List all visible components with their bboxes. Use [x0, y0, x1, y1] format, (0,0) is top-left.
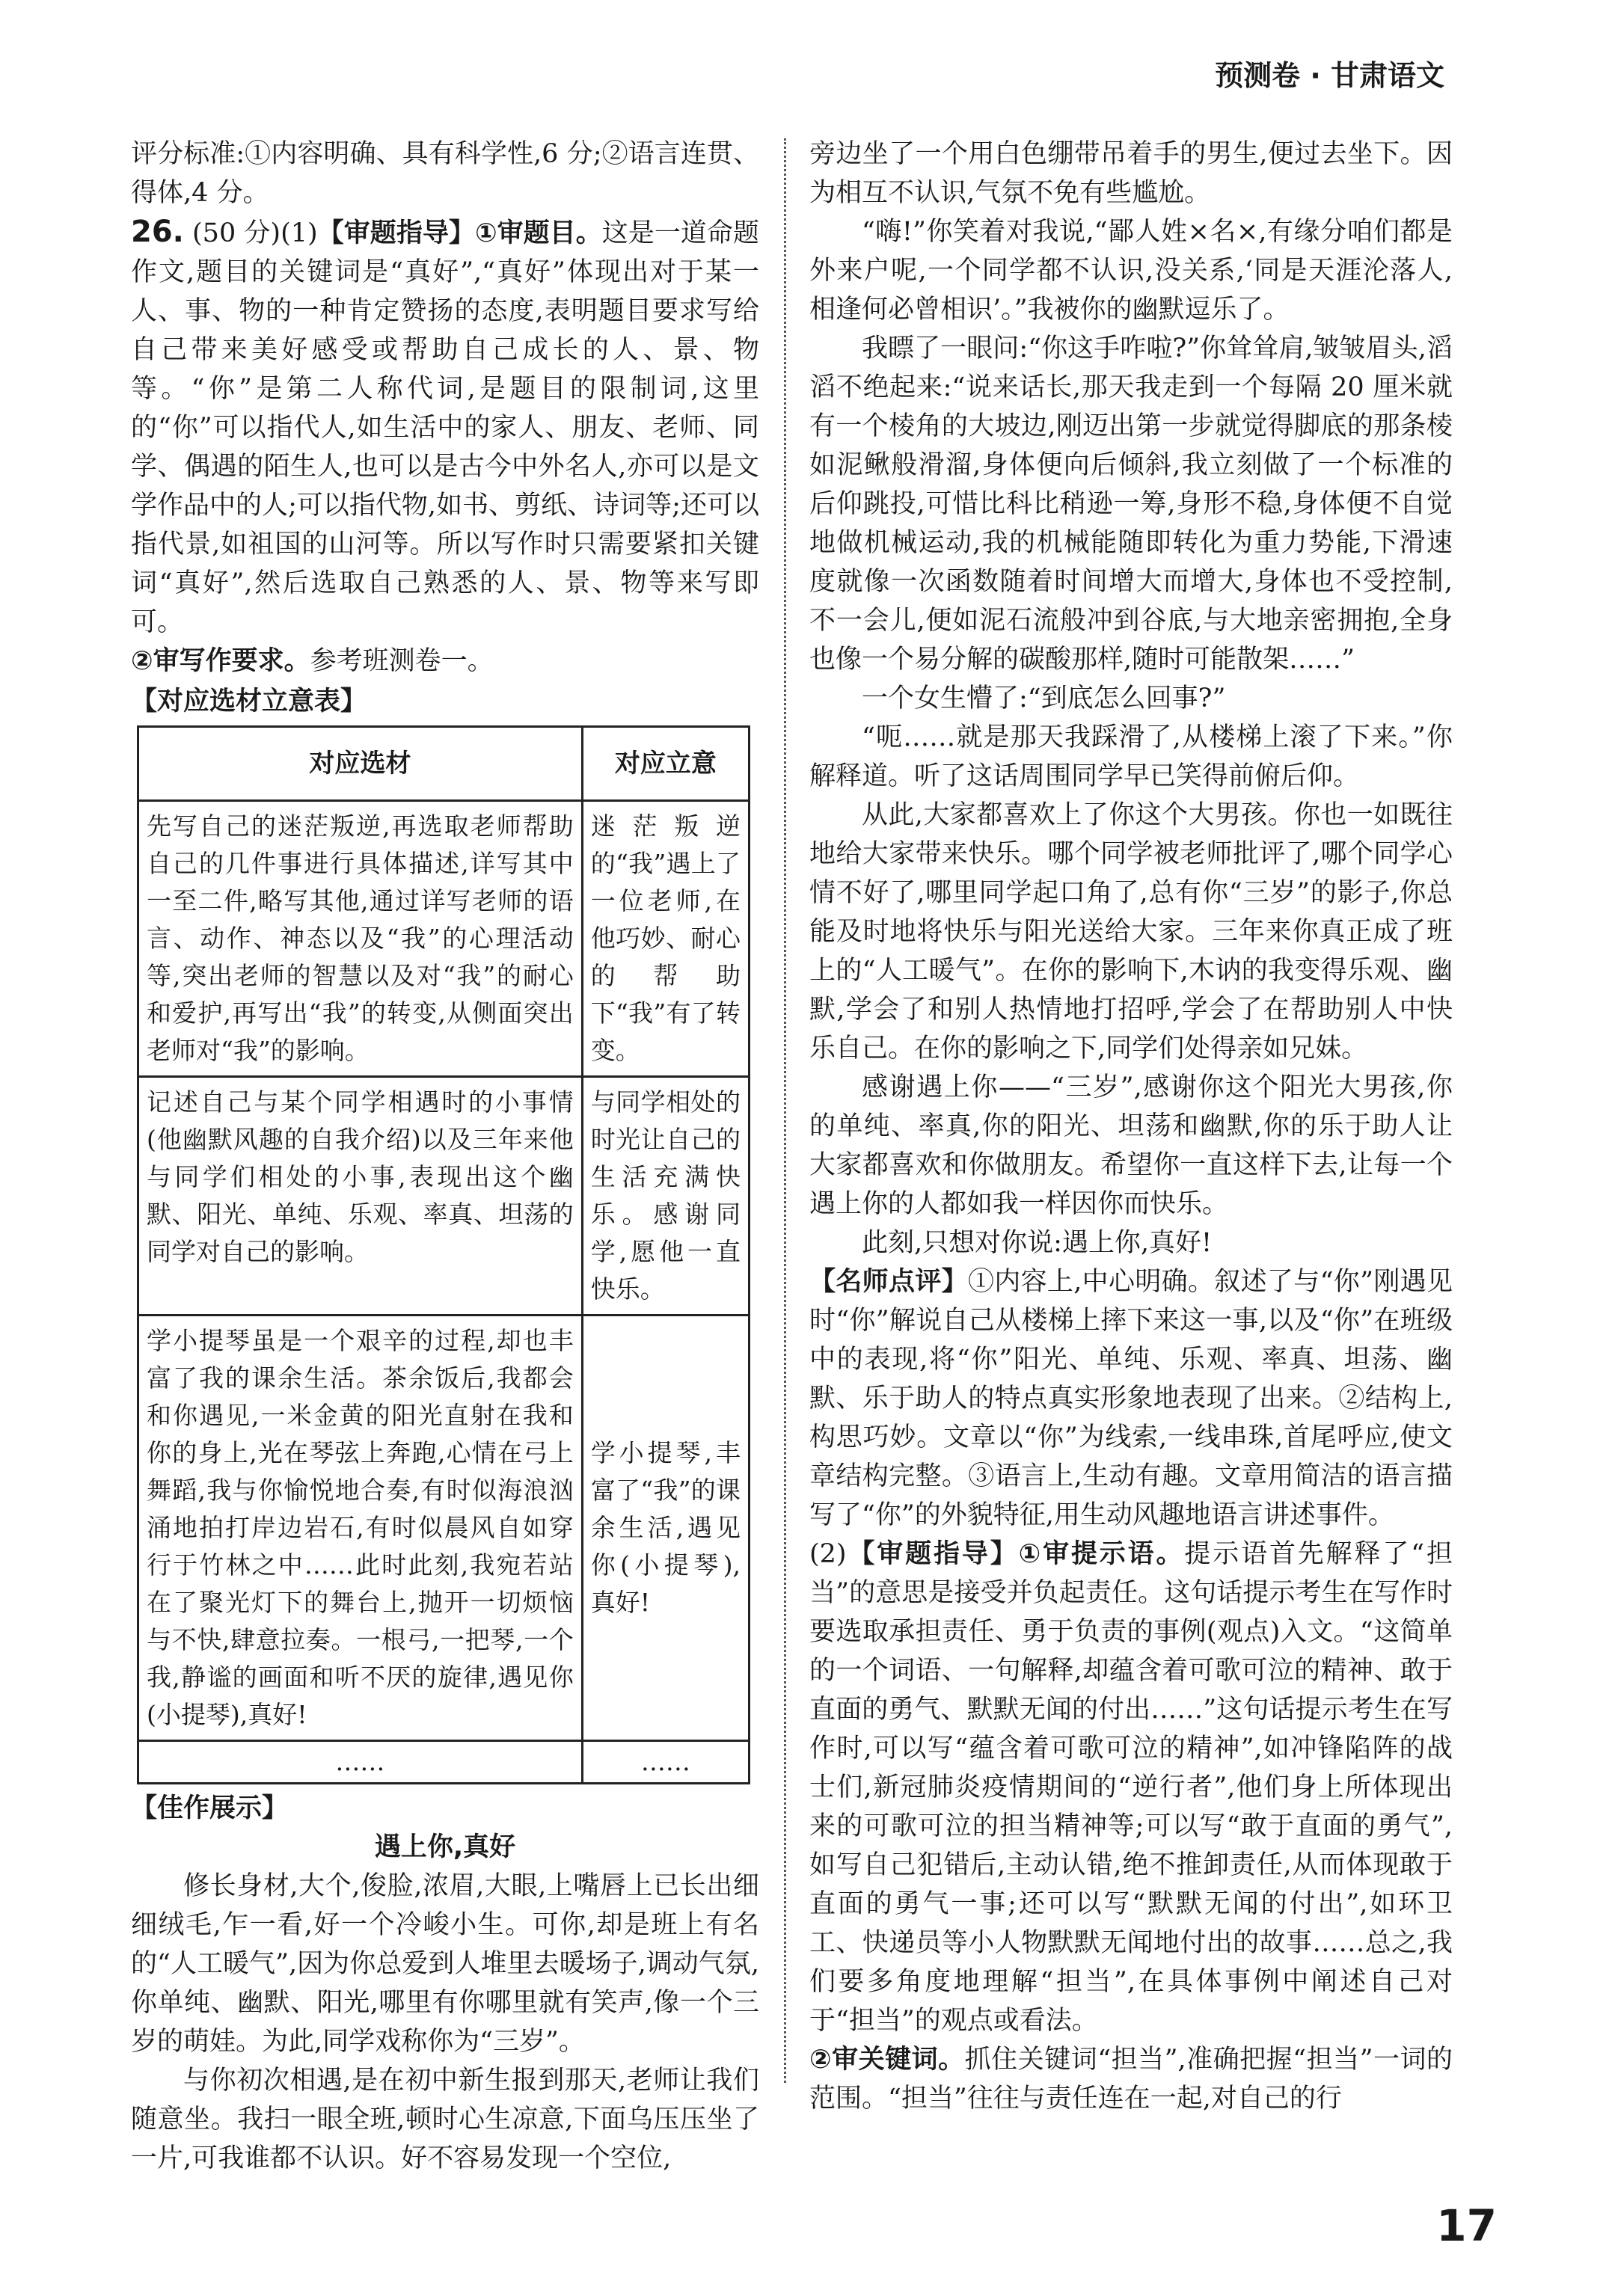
table-cell-material: 记述自己与某个同学相遇时的小事情(他幽默风趣的自我介绍)以及三年来他与同学们相处的小事,表现出这个幽默、阳光、单纯、乐观、率真、坦荡的同学对自己的影响。 [138, 1077, 583, 1316]
guide-text: 这是一道命题作文,题目的关键词是“真好”,“真好”体现出对于某一人、事、物的一种肯定赞扬的态度,表明题目要求写给自己带来美好感受或帮助自己成长的人、景、物等。“你”是第二人称代词,是题目的限制词,这里的“你”可以指代人,如生活中的家人、朋友、老师、同学、偶遇的陌生人,也可以是古今中外名人,亦可以是文学作品中的人;可以指代物,如书、剪纸、诗词等;还可以指代景,如祖国的山河等。所以写作时只需要紧扣关键词“真好”,然后选取自己熟悉的人、景、物等来写即可。 [131, 218, 759, 637]
page-header: 预测卷 · 甘肃语文 [1215, 59, 1444, 92]
question-number: 26. [131, 215, 184, 249]
question-2 [809, 1535, 1453, 2040]
comment-label: 【名师点评】 [809, 1267, 968, 1297]
essay-paragraph: 此刻,只想对你说:遇上你,真好! [862, 1228, 1213, 1258]
material-table [137, 725, 750, 1784]
right-column [809, 135, 1453, 2118]
teacher-comment [809, 1262, 1453, 1535]
q2-sub1: ①审提示语。 [1018, 1539, 1185, 1569]
table-cell-material: 先写自己的迷茫叛逆,再选取老师帮助自己的几件事进行具体描述,详写其中一至二件,略写其他,通过详写老师的语言、动作、神态以及“我”的心理活动等,突出老师的智慧以及对“我”的耐心和爱护,再写出“我”的转变,从侧面突出老师对“我”的影响。 [138, 801, 583, 1077]
table-header-theme: 对应立意 [582, 727, 749, 801]
essay-paragraph: 一个女生懵了:“到底怎么回事?” [862, 684, 1226, 713]
table-header-material: 对应选材 [138, 727, 583, 801]
essay-paragraph: 感谢遇上你——“三岁”,感谢你这个阳光大男孩,你的单纯、率真,你的阳光、坦荡和幽默,你的乐于助人让大家都喜欢和你做朋友。希望你一直这样下去,让每一个遇上你的人都如我一样因你而快乐。 [809, 1072, 1453, 1219]
table-header-row [138, 727, 750, 801]
table-cell-ellipsis: …… [138, 1741, 583, 1784]
table-cell-ellipsis: …… [582, 1741, 749, 1784]
question-2-keyword [809, 2040, 1453, 2118]
show-label: 【佳作展示】 [131, 1793, 289, 1823]
q2-guide-label: 【审题指导】 [846, 1539, 1019, 1569]
essay-paragraph: 旁边坐了一个用白色绷带吊着手的男生,便过去坐下。因为相互不认识,气氛不免有些尴尬。 [809, 139, 1453, 208]
guide-sub2-text: 参考班测卷一。 [310, 646, 494, 676]
essay-paragraph: “呃……就是那天我踩滑了,从楼梯上滚了下来。”你解释道。听了这话周围同学早已笑得前俯后仰。 [809, 722, 1453, 791]
table-cell-theme: 学小提琴,丰富了“我”的课余生活,遇见你(小提琴),真好! [582, 1316, 749, 1741]
table-row [138, 1741, 750, 1784]
table-row [138, 1316, 750, 1741]
guide-sub1: ①审题目。 [474, 218, 602, 248]
table-cell-theme: 与同学相处的时光让自己的生活充满快乐。感谢同学,愿他一直快乐。 [582, 1077, 749, 1316]
essay-paragraph: 从此,大家都喜欢上了你这个大男孩。你也一如既往地给大家带来快乐。哪个同学被老师批评了,哪个同学心情不好了,哪里同学起口角了,总有你“三岁”的影子,你总能及时地将快乐与阳光送给大家。三年来你真正成了班上的“人工暖气”。在你的影响下,木讷的我变得乐观、幽默,学会了和别人热情地打招呼,学会了在帮助别人中快乐自己。在你的影响之下,同学们处得亲如兄妹。 [809, 800, 1453, 1063]
question-2-intro: (2) [809, 1539, 847, 1569]
question-26 [131, 212, 759, 642]
guide-sub2: ②审写作要求。 [131, 646, 310, 676]
essay-paragraph: “嗨!”你笑着对我说,“鄙人姓×名×,有缘分咱们都是外来户呢,一个同学都不认识,没关系,‘同是天涯沦落人,相逢何必曾相识’。”我被你的幽默逗乐了。 [809, 217, 1453, 325]
table-row [138, 1077, 750, 1316]
table-row [138, 801, 750, 1077]
page-number: 17 [1436, 2200, 1497, 2251]
guide-requirement [131, 642, 759, 681]
essay-title: 遇上你,真好 [374, 1832, 516, 1862]
column-divider [784, 138, 786, 2083]
table-cell-theme: 迷茫叛逆的“我”遇上了一位老师,在他巧妙、耐心的帮助下“我”有了转变。 [582, 801, 749, 1077]
table-cell-material: 学小提琴虽是一个艰辛的过程,却也丰富了我的课余生活。茶余饭后,我都会和你遇见,一米金黄的阳光直射在我和你的身上,光在琴弦上奔跑,心情在弓上舞蹈,我与你愉悦地合奏,有时似海浪汹涌地拍打岸边岩石,有时似晨风自如穿行于竹林之中……此时此刻,我宛若站在了聚光灯下的舞台上,抛开一切烦恼与不快,肆意拉奏。一根弓,一把琴,一个我,静谧的画面和听不厌的旋律,遇见你(小提琴),真好! [138, 1316, 583, 1741]
scoring-criteria: 评分标准:①内容明确、具有科学性,6 分;②语言连贯、得体,4 分。 [131, 139, 759, 208]
essay-paragraph: 我瞟了一眼问:“你这手咋啦?”你耸耸肩,皱皱眉头,滔滔不绝起来:“说来话长,那天我走到一个每隔 20 厘米就有一个棱角的大坡边,刚迈出第一步就觉得脚底的那条棱如泥鳅般滑溜,身体便向后倾斜,我立刻做了一个标准的后仰跳投,可惜比科比稍逊一筹,身形不稳,身体便不自觉地做机械运动,我的机械能随即转化为重力势能,下滑速度就像一次函数随着时间增大而增大,身体也不受控制,不一会儿,便如泥石流般冲到谷底,与大地亲密拥抱,全身也像一个易分解的碳酸那样,随时可能散架……” [809, 334, 1453, 675]
left-column [131, 135, 759, 2178]
q2-text2: 抓住关键词“担当”,准确把握“担当”一词的范围。“担当”往往与责任连在一起,对自己的行 [809, 2045, 1453, 2114]
guide-label: 【审题指导】 [317, 218, 475, 248]
comment-text: ①内容上,中心明确。叙述了与“你”刚遇见时“你”解说自己从楼梯上摔下来这一事,以及“你”在班级中的表现,将“你”阳光、单纯、乐观、率真、坦荡、幽默、乐于助人的特点真实形象地表现了出来。②结构上,构思巧妙。文章以“你”为线索,一线串珠,首尾呼应,使文章结构完整。③语言上,生动有趣。文章用简洁的语言描写了“你”的外貌特征,用生动风趣地语言讲述事件。 [809, 1267, 1453, 1530]
q2-sub2: ②审关键词。 [809, 2045, 965, 2075]
table-label: 【对应选材立意表】 [131, 687, 367, 716]
question-intro: (50 分)(1) [192, 218, 318, 248]
essay-paragraph: 与你初次相遇,是在初中新生报到那天,老师让我们随意坐。我扫一眼全班,顿时心生凉意,下面乌压压坐了一片,可我谁都不认识。好不容易发现一个空位, [131, 2066, 759, 2173]
q2-text: 提示语首先解释了“担当”的意思是接受并负起责任。这句话提示考生在写作时要选取承担责任、勇于负责的事例(观点)入文。“这简单的一个词语、一句解释,却蕴含着可歌可泣的精神、敢于直面的勇气、默默无闻的付出……”这句话提示考生在写作时,可以写“蕴含着可歌可泣的精神”,如冲锋陷阵的战士们,新冠肺炎疫情期间的“逆行者”,他们身上所体现出来的可歌可泣的担当精神等;可以写“敢于直面的勇气”,如写自己犯错后,主动认错,绝不推卸责任,从而体现敢于直面的勇气一事;还可以写“默默无闻的付出”,如环卫工、快递员等小人物默默无闻地付出的故事……总之,我们要多角度地理解“担当”,在具体事例中阐述自己对于“担当”的观点或看法。 [809, 1539, 1453, 2036]
essay-paragraph: 修长身材,大个,俊脸,浓眉,大眼,上嘴唇上已长出细细绒毛,乍一看,好一个冷峻小生。可你,却是班上有名的“人工暖气”,因为你总爱到人堆里去暖场子,调动气氛,你单纯、幽默、阳光,哪里有你哪里就有笑声,像一个三岁的萌娃。为此,同学戏称你为“三岁”。 [131, 1871, 759, 2057]
